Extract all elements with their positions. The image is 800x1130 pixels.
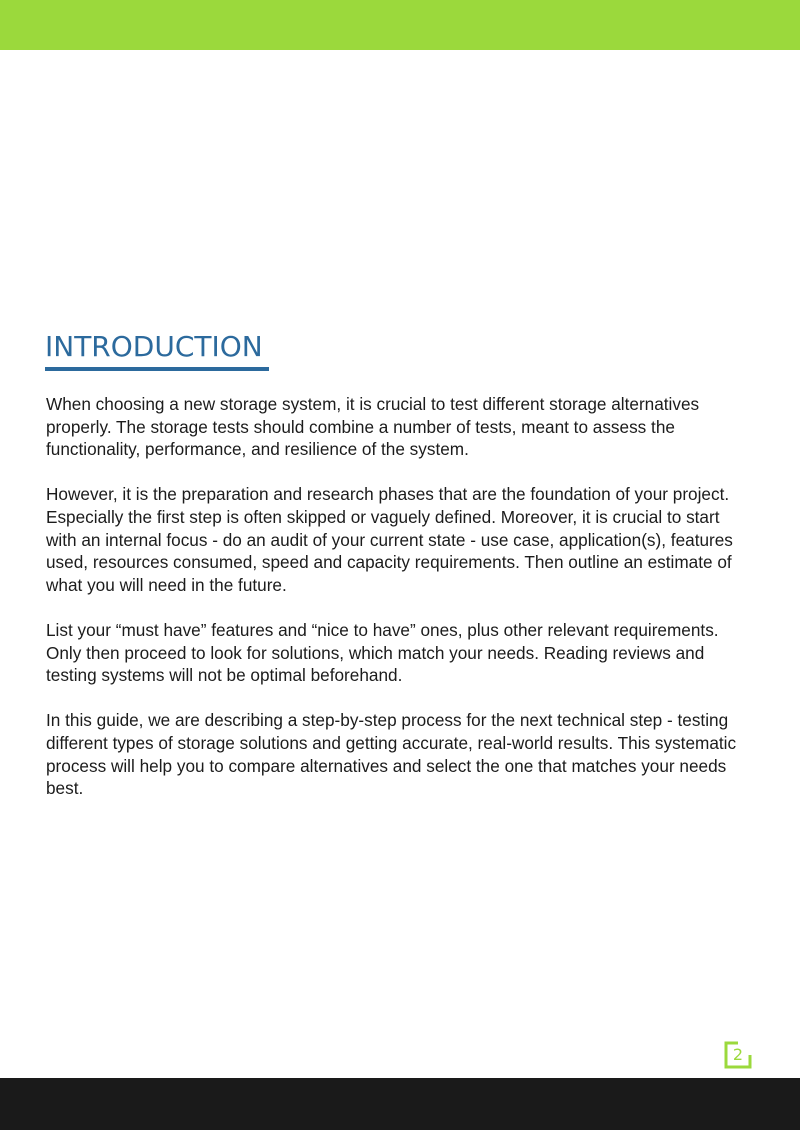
page-number: 2 <box>732 1045 744 1064</box>
page-number-badge <box>724 1041 752 1069</box>
paragraph: In this guide, we are describing a step-by-step process for the next technical step - testing different types of storage solutions and getting accurate, real-world results. This systematic process will help you to compare alternatives and select the one that matches your needs best. <box>46 710 737 799</box>
paragraph: List your “must have” features and “nice to have” ones, plus other relevant requirements. Only then proceed to look for solutions, which match your needs. Reading reviews and testing systems will not be optimal beforehand. <box>46 619 719 686</box>
paragraph: However, it is the preparation and research phases that are the foundation of your project. Especially the first step is often skipped or vaguely defined. Moreover, it is crucial to start with an internal focus - do an audit of your current state - use case, application(s), features used, resources consumed, speed and capacity requirements. Then outline an estimate of what you will need in the future. <box>46 484 733 595</box>
section-title: INTRODUCTION <box>45 330 263 363</box>
paragraph: When choosing a new storage system, it is crucial to test different storage alternatives properly. The storage tests should combine a number of tests, meant to assess the functionality, performance, and resilience of the system. <box>46 394 700 460</box>
body-text <box>46 393 766 822</box>
title-underline <box>45 367 269 371</box>
header-accent-band <box>0 0 800 50</box>
footer-band <box>0 1078 800 1130</box>
